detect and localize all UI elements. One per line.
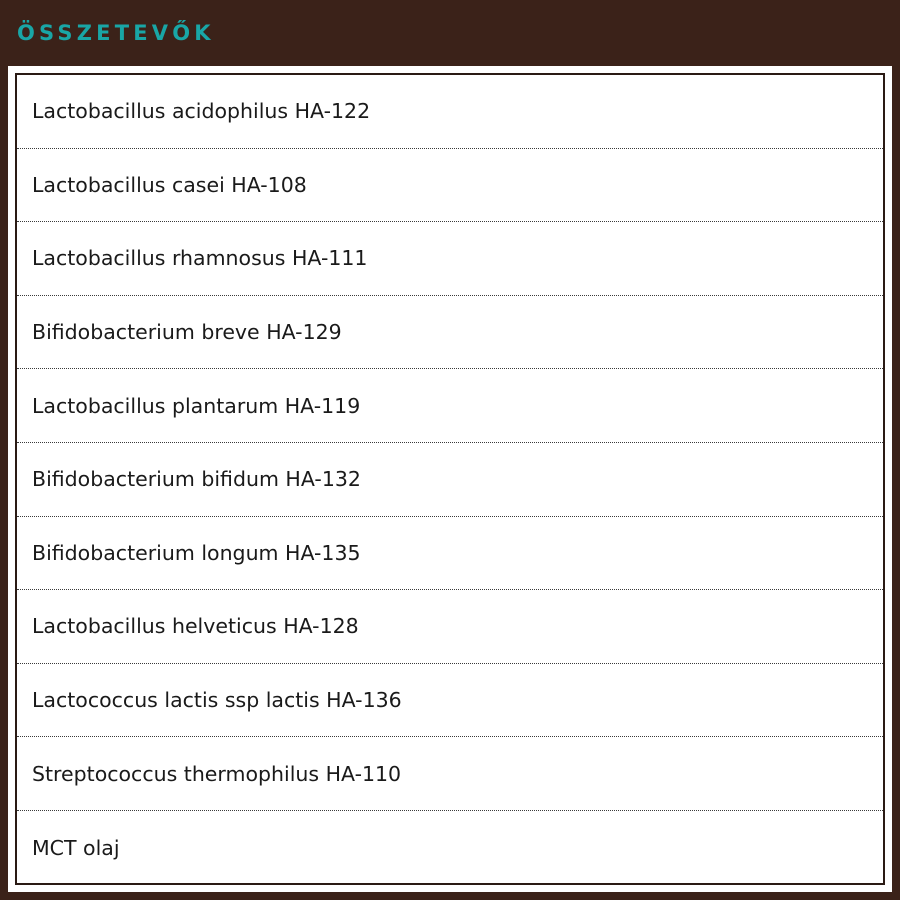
list-item: Lactobacillus rhamnosus HA-111 <box>17 222 883 296</box>
list-item: MCT olaj <box>32 835 120 860</box>
page-title: ÖSSZETEVŐK <box>17 21 215 45</box>
list-item: Lactobacillus casei HA-108 <box>17 149 883 223</box>
header <box>0 0 900 66</box>
list-item: Lactobacillus plantarum HA-119 <box>17 369 883 443</box>
list-item: Bifidobacterium bifidum HA-132 <box>17 443 883 517</box>
list-item: Lactobacillus helveticus HA-128 <box>17 590 883 664</box>
list-item: Lactococcus lactis ssp lactis HA-136 <box>17 664 883 738</box>
list-item: Bifidobacterium breve HA-129 <box>17 296 883 370</box>
list-item: Bifidobacterium longum HA-135 <box>17 517 883 591</box>
list-item: Streptococcus thermophilus HA-110 <box>17 737 883 811</box>
ingredients-list <box>15 73 885 885</box>
list-item: Lactobacillus acidophilus HA-122 <box>17 75 883 149</box>
ingredients-panel <box>8 66 892 892</box>
